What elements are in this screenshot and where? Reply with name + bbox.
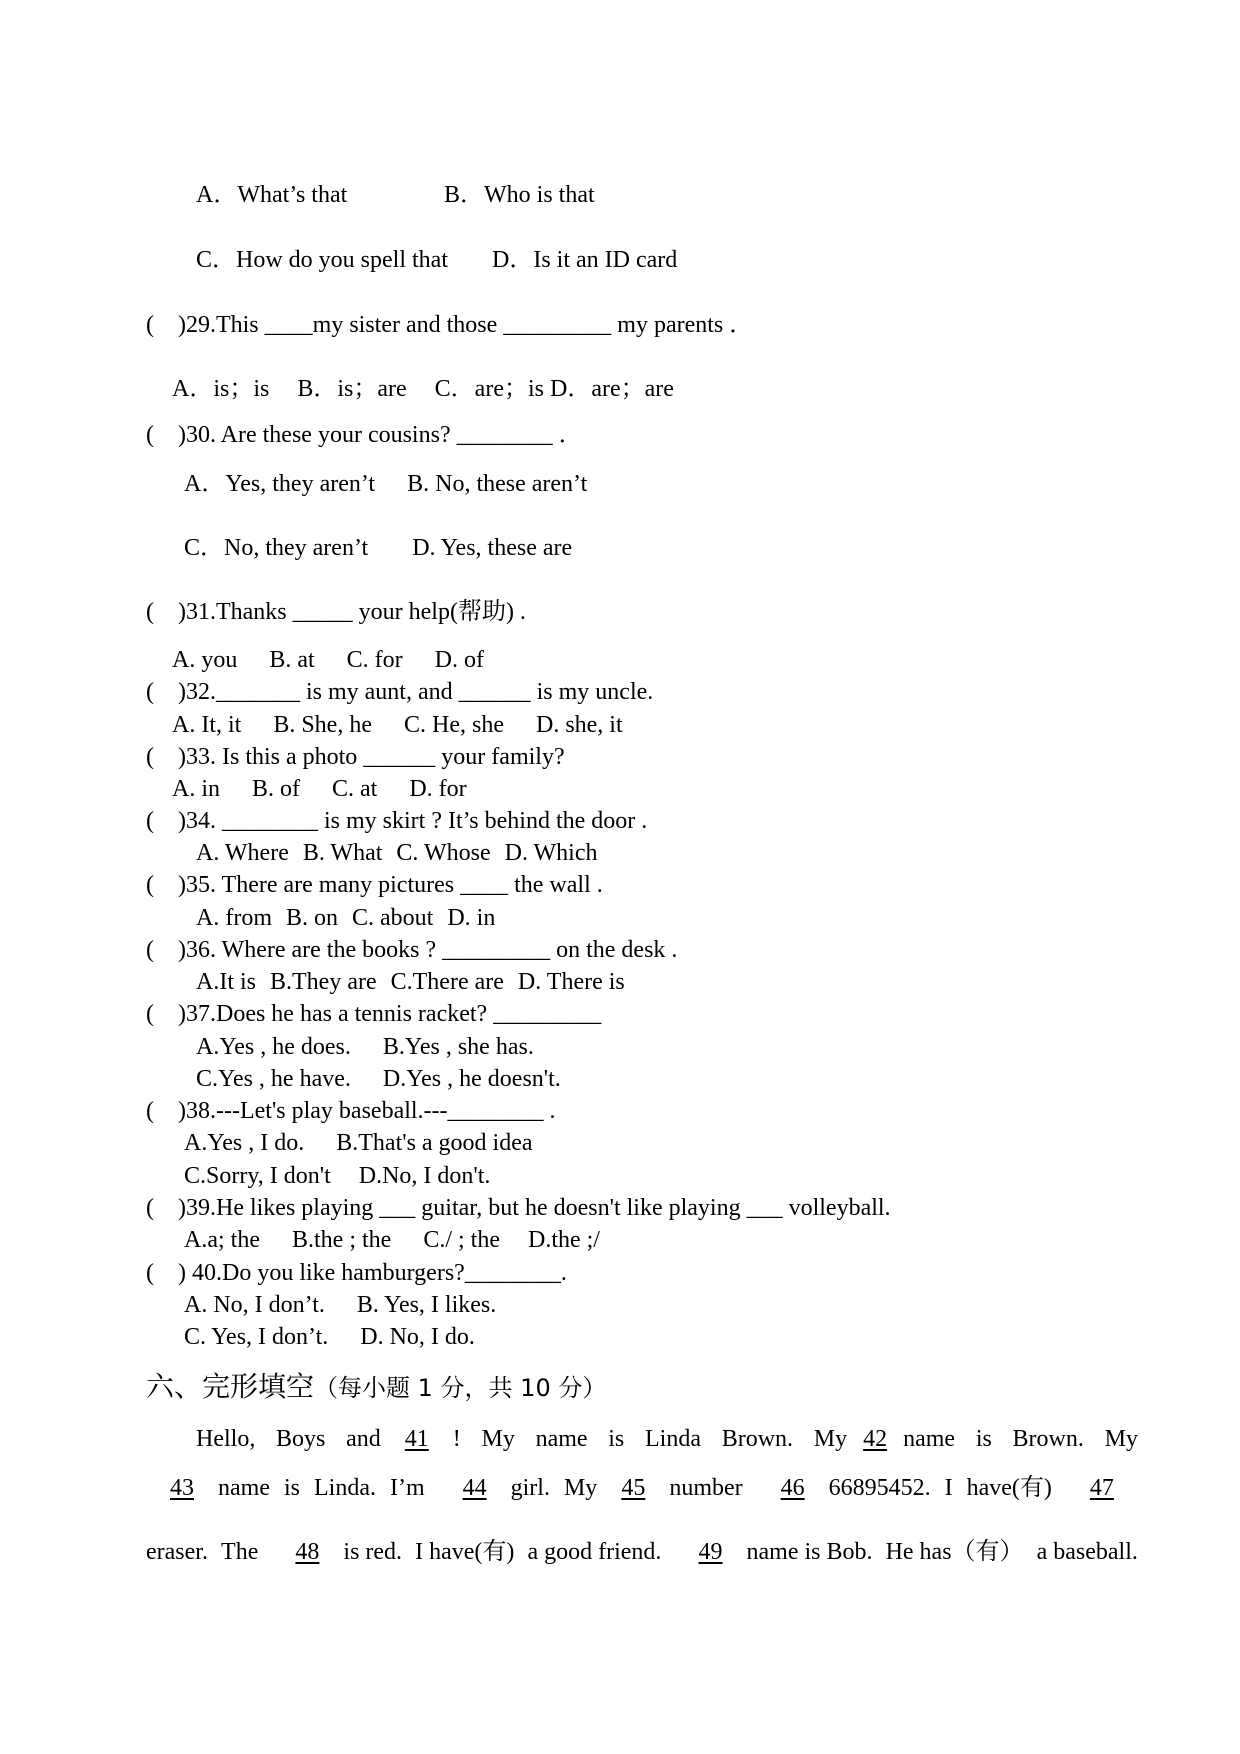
q29-option: B．is；are bbox=[297, 376, 407, 402]
q30-option: D. Yes, these are bbox=[412, 535, 573, 561]
q33-option: C. at bbox=[332, 776, 378, 802]
cloze-word-group bbox=[346, 1424, 461, 1454]
q37-option: A.Yes , he does. bbox=[196, 1034, 351, 1060]
q38-stem: ( )38.---Let's play baseball.---________ . bbox=[146, 1098, 556, 1124]
q39-option: A.a; the bbox=[184, 1227, 260, 1253]
q35-option: B. on bbox=[285, 905, 338, 931]
cloze-blank-41[interactable]: 41 bbox=[404, 1426, 429, 1452]
cloze-word: Linda. bbox=[314, 1475, 376, 1501]
cloze-word: is bbox=[975, 1426, 992, 1452]
q29-option: C．are；is D．are；are bbox=[434, 376, 674, 402]
q35-options bbox=[196, 903, 495, 933]
cloze-word: number bbox=[669, 1475, 743, 1501]
q30-options-row2 bbox=[184, 533, 572, 563]
cloze-word: name is Bob. bbox=[746, 1539, 873, 1565]
q40-options-row2 bbox=[184, 1322, 475, 1352]
q40-option: B. Yes, I likes. bbox=[356, 1292, 497, 1318]
q40-stem: ( ) 40.Do you like hamburgers?________. bbox=[146, 1260, 567, 1286]
cloze-blank-43[interactable]: 43 bbox=[170, 1475, 194, 1501]
q40-option: C. Yes, I don’t. bbox=[184, 1324, 329, 1350]
cloze-word-group bbox=[271, 1537, 402, 1567]
cloze-blank-49[interactable]: 49 bbox=[698, 1539, 723, 1565]
cloze-word: Brown. bbox=[721, 1426, 794, 1452]
q30-option: C．No, they aren’t bbox=[184, 535, 369, 561]
q29-stem: ( )29.This ____my sister and those _________ my parents ． bbox=[146, 312, 754, 338]
cloze-word-group bbox=[814, 1424, 955, 1454]
cloze-line-1 bbox=[196, 1424, 1138, 1454]
q31-option: A. you bbox=[172, 647, 238, 673]
cloze-word: I’m bbox=[389, 1475, 425, 1501]
cloze-word: girl. bbox=[510, 1475, 550, 1501]
q34-stem: ( )34. ________ is my skirt ? It’s behind the door . bbox=[146, 808, 648, 834]
cloze-word: The bbox=[221, 1539, 259, 1565]
q31-stem: ( )31.Thanks _____ your help(帮助) . bbox=[146, 599, 526, 625]
cloze-word: is red. bbox=[343, 1539, 403, 1565]
q29-option: A．is；is bbox=[172, 376, 270, 402]
q35-option: A. from bbox=[196, 905, 272, 931]
q28-option-c: C．How do you spell that bbox=[196, 247, 448, 273]
q35-stem: ( )35. There are many pictures ____ the wall . bbox=[146, 872, 603, 898]
q39-options bbox=[184, 1225, 600, 1255]
q28-option-b: B．Who is that bbox=[444, 182, 595, 208]
cloze-word-group bbox=[439, 1473, 550, 1503]
cloze-word: 66895452. bbox=[828, 1475, 931, 1501]
q39-option: C./ ; the bbox=[423, 1227, 500, 1253]
cloze-word: Boys bbox=[276, 1426, 326, 1452]
cloze-word: My bbox=[563, 1475, 598, 1501]
cloze-blank-47[interactable]: 47 bbox=[1089, 1475, 1114, 1501]
q33-options bbox=[172, 774, 467, 804]
q32-option: C. He, she bbox=[404, 712, 504, 738]
q28-option-d: D．Is it an ID card bbox=[492, 247, 678, 273]
cloze-line-2 bbox=[146, 1473, 1138, 1503]
cloze-blank-42[interactable]: 42 bbox=[863, 1426, 888, 1452]
cloze-word-group bbox=[146, 1473, 270, 1503]
cloze-word: is bbox=[283, 1475, 300, 1501]
q38-option: D.No, I don't. bbox=[358, 1163, 491, 1189]
section-heading bbox=[146, 1370, 606, 1405]
q32-option: D. she, it bbox=[535, 712, 623, 738]
q37-options-row1 bbox=[196, 1032, 534, 1062]
cloze-line-3 bbox=[146, 1537, 1138, 1567]
q31-option: B. at bbox=[269, 647, 315, 673]
cloze-word: name bbox=[903, 1426, 956, 1452]
cloze-word: a good friend. bbox=[527, 1539, 662, 1565]
q33-option: B. of bbox=[252, 776, 300, 802]
q31-option: C. for bbox=[346, 647, 403, 673]
cloze-word: name bbox=[535, 1426, 588, 1452]
cloze-word: Linda bbox=[645, 1426, 701, 1452]
q28-option-a: A．What’s that bbox=[196, 182, 348, 208]
q32-stem: ( )32._______ is my aunt, and ______ is my uncle. bbox=[146, 679, 654, 705]
q39-option: D.the ;/ bbox=[527, 1227, 600, 1253]
q38-options-row1 bbox=[184, 1128, 533, 1158]
cloze-word: My bbox=[1104, 1426, 1138, 1452]
cloze-word: I have(有) bbox=[415, 1539, 515, 1565]
cloze-word: have(有) bbox=[966, 1475, 1052, 1501]
cloze-word: and bbox=[346, 1426, 381, 1452]
q31-option: D. of bbox=[434, 647, 484, 673]
section-title: 六、完形填空 bbox=[146, 1370, 315, 1403]
q36-option: C.There are bbox=[390, 969, 504, 995]
cloze-word: ! bbox=[452, 1426, 461, 1452]
q40-options-row1 bbox=[184, 1290, 496, 1320]
q39-option: B.the ; the bbox=[291, 1227, 392, 1253]
q35-option: C. about bbox=[352, 905, 434, 931]
q29-options bbox=[172, 374, 674, 404]
q33-stem: ( )33. Is this a photo ______ your family? bbox=[146, 744, 565, 770]
cloze-word: My bbox=[481, 1426, 515, 1452]
q38-option: A.Yes , I do. bbox=[184, 1130, 305, 1156]
q30-options-row1 bbox=[184, 469, 587, 499]
q34-option: C. Whose bbox=[396, 840, 491, 866]
cloze-word: My bbox=[813, 1426, 848, 1452]
cloze-word: name bbox=[218, 1475, 270, 1501]
q40-option: A. No, I don’t. bbox=[184, 1292, 325, 1318]
cloze-word-group bbox=[564, 1473, 743, 1503]
q40-option: D. No, I do. bbox=[360, 1324, 475, 1350]
q37-stem: ( )37.Does he has a tennis racket? _________ bbox=[146, 1001, 602, 1027]
q39-stem: ( )39.He likes playing ___ guitar, but he doesn't like playing ___ volleyball. bbox=[146, 1195, 891, 1221]
q38-option: C.Sorry, I don't bbox=[184, 1163, 331, 1189]
q37-option: D.Yes , he doesn't. bbox=[382, 1066, 561, 1092]
q34-options bbox=[196, 838, 598, 868]
q38-options-row2 bbox=[184, 1161, 490, 1191]
q36-option: D. There is bbox=[517, 969, 625, 995]
q36-option: A.It is bbox=[196, 969, 256, 995]
q30-stem: ( )30. Are these your cousins? ________ ． bbox=[146, 422, 583, 448]
q36-stem: ( )36. Where are the books ? _________ on the desk . bbox=[146, 937, 678, 963]
q32-option: B. She, he bbox=[273, 712, 372, 738]
q37-option: C.Yes , he have. bbox=[196, 1066, 351, 1092]
cloze-blank-45[interactable]: 45 bbox=[621, 1475, 646, 1501]
q36-option: B.They are bbox=[270, 969, 377, 995]
cloze-word: Hello, bbox=[196, 1426, 256, 1452]
q32-option: A. It, it bbox=[172, 712, 242, 738]
q30-option: A．Yes, they aren’t bbox=[184, 471, 376, 497]
cloze-word: is bbox=[608, 1426, 625, 1452]
cloze-word: eraser. bbox=[146, 1539, 208, 1565]
q38-option: B.That's a good idea bbox=[336, 1130, 533, 1156]
cloze-blank-46[interactable]: 46 bbox=[780, 1475, 805, 1501]
q33-option: A. in bbox=[172, 776, 220, 802]
cloze-word-group bbox=[757, 1473, 931, 1503]
q34-option: D. Which bbox=[504, 840, 598, 866]
q37-option: B.Yes , she has. bbox=[382, 1034, 534, 1060]
q36-options bbox=[196, 967, 625, 997]
q34-option: B. What bbox=[302, 840, 383, 866]
cloze-word: He has（有） bbox=[885, 1539, 1024, 1565]
q32-options bbox=[172, 710, 623, 740]
q34-option: A. Where bbox=[196, 840, 289, 866]
cloze-word-group bbox=[675, 1537, 873, 1567]
q37-options-row2 bbox=[196, 1064, 561, 1094]
q33-option: D. for bbox=[409, 776, 467, 802]
cloze-blank-48[interactable]: 48 bbox=[295, 1539, 320, 1565]
cloze-word: I bbox=[944, 1475, 953, 1501]
q35-option: D. in bbox=[447, 905, 496, 931]
q30-option: B. No, these aren’t bbox=[407, 471, 588, 497]
section-note: （每小题 1 分，共 10 分） bbox=[314, 1374, 607, 1402]
q31-options bbox=[172, 645, 484, 675]
cloze-word: a baseball. bbox=[1036, 1539, 1138, 1565]
cloze-word: Brown. bbox=[1012, 1426, 1084, 1452]
cloze-blank-44[interactable]: 44 bbox=[462, 1475, 487, 1501]
